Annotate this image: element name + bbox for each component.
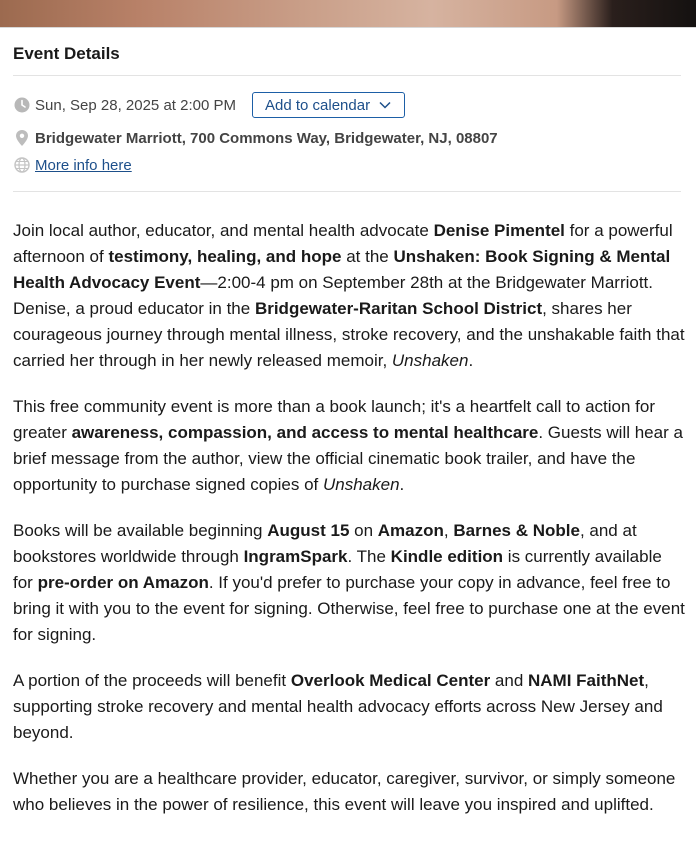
italic-text: Unshaken bbox=[391, 351, 469, 370]
description-paragraph: Books will be available beginning August 15 on Amazon, Barnes & Noble, and at bookstores worldwide through IngramSpark. The Kindle edition is currently available for pre-order on Amazon. If you'd prefer to purchase your copy in advance, feel free to bring it with you to the event for signing. Otherwise, feel free to purchase one at the event for signing. bbox=[13, 521, 685, 644]
bold-text: IngramSpark bbox=[243, 547, 348, 566]
description-paragraph: A portion of the proceeds will benefit Overlook Medical Center and NAMI FaithNet, supporting stroke recovery and mental health advocacy efforts across New Jersey and beyond. bbox=[13, 671, 663, 742]
bold-text: Overlook Medical Center bbox=[290, 671, 491, 690]
event-datetime-row bbox=[13, 92, 405, 118]
bold-text: Amazon bbox=[377, 521, 444, 540]
description-paragraph: Whether you are a healthcare provider, educator, caregiver, survivor, or simply someone who believes in the power of resilience, this event will leave you inspired and uplifted. bbox=[13, 769, 676, 814]
event-datetime: Sun, Sep 28, 2025 at 2:00 PM bbox=[35, 96, 236, 114]
italic-text: Unshaken bbox=[322, 475, 400, 494]
bold-text: awareness, compassion, and access to mental healthcare bbox=[71, 423, 539, 442]
section-title: Event Details bbox=[13, 44, 120, 63]
divider bbox=[13, 191, 681, 192]
bold-text: Barnes & Noble bbox=[453, 521, 580, 540]
event-description bbox=[13, 218, 685, 838]
bold-text: Denise Pimentel bbox=[433, 221, 565, 240]
bold-text: NAMI FaithNet bbox=[528, 671, 645, 690]
event-location-row bbox=[13, 129, 498, 147]
clock-icon bbox=[13, 96, 31, 114]
more-info-link[interactable]: More info here bbox=[35, 156, 132, 174]
event-hero-image bbox=[0, 0, 696, 28]
add-to-calendar-button[interactable] bbox=[252, 92, 405, 118]
bold-text: August 15 bbox=[267, 521, 350, 540]
globe-icon bbox=[13, 156, 31, 174]
chevron-down-icon bbox=[378, 98, 392, 112]
description-paragraph: Join local author, educator, and mental health advocate Denise Pimentel for a powerful afternoon of testimony, healing, and hope at the Unshaken: Book Signing & Mental Health Advocacy Event—2:00-4 pm on September 28th at the Bridgewater Marriott. Denise, a proud educator in the Bridgewater-Raritan School District, shares her courageous journey through mental illness, stroke recovery, and the unshakable faith that carried her through in her newly released memoir, Unshaken. bbox=[13, 221, 685, 370]
bold-text: testimony, healing, and hope bbox=[108, 247, 342, 266]
bold-text: Bridgewater-Raritan School District bbox=[254, 299, 543, 318]
add-to-calendar-label: Add to calendar bbox=[264, 96, 371, 114]
bold-text: pre-order on Amazon bbox=[37, 573, 209, 592]
divider bbox=[13, 75, 681, 76]
event-info-row bbox=[13, 156, 132, 174]
bold-text: Unshaken: Book Signing & Mental Health Advocacy Event bbox=[13, 247, 671, 292]
description-paragraph: This free community event is more than a book launch; it's a heartfelt call to action for greater awareness, compassion, and access to mental healthcare. Guests will hear a brief message from the author, view the official cinematic book trailer, and have the opportunity to purchase signed copies of Unshaken. bbox=[13, 397, 683, 494]
map-pin-icon bbox=[13, 129, 31, 147]
bold-text: Kindle edition bbox=[390, 547, 504, 566]
event-location: Bridgewater Marriott, 700 Commons Way, Bridgewater, NJ, 08807 bbox=[35, 129, 498, 147]
